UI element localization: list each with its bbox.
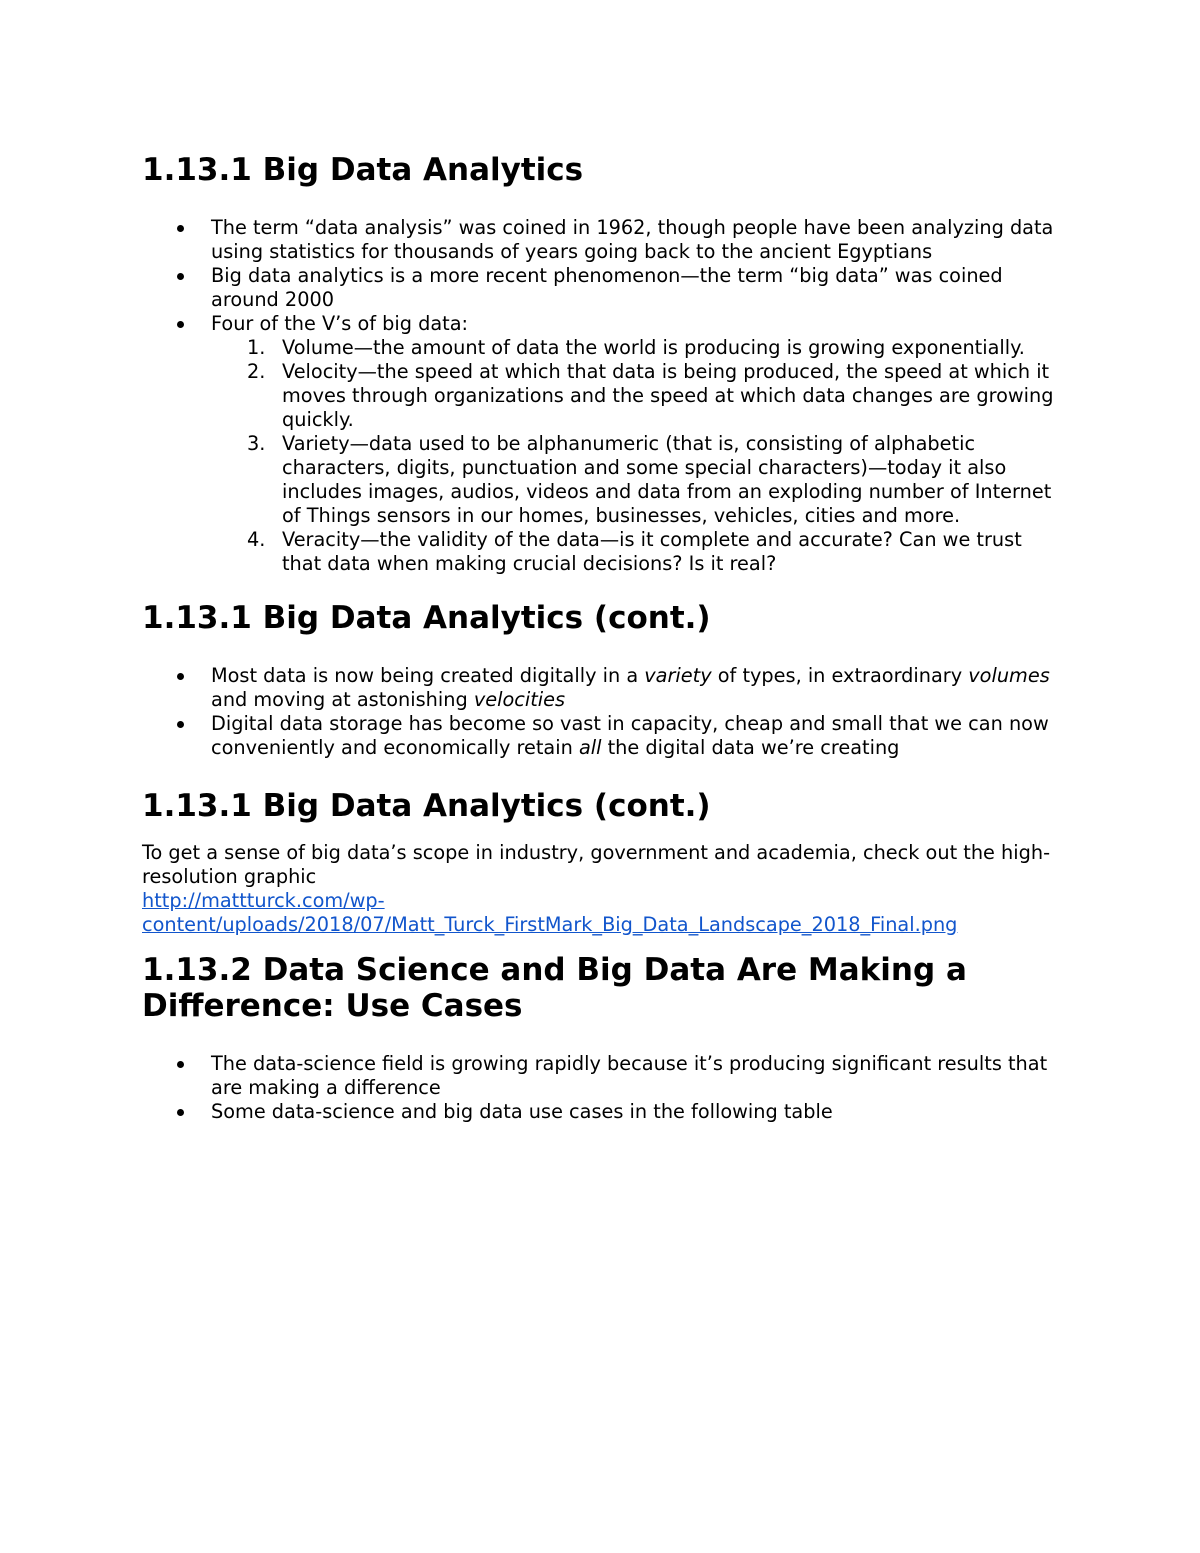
bullet-icon bbox=[177, 225, 184, 232]
emphasis-text: variety bbox=[644, 664, 712, 687]
list-item bbox=[142, 664, 1067, 712]
list-item-text: Volume—the amount of data the world is producing is growing exponentially. bbox=[282, 336, 1025, 359]
section-heading-big-data-analytics-cont: 1.13.1 Big Data Analytics (cont.) bbox=[142, 600, 711, 636]
bullet-icon bbox=[177, 1109, 184, 1116]
list-item bbox=[142, 712, 1067, 760]
bullet-icon bbox=[177, 721, 184, 728]
paragraph bbox=[142, 841, 1067, 937]
section-heading-big-data-analytics-cont-2: 1.13.1 Big Data Analytics (cont.) bbox=[142, 788, 711, 824]
link-text[interactable]: http://mattturck.com/wp- bbox=[142, 889, 385, 912]
section-heading-use-cases bbox=[142, 952, 1067, 1024]
list-number: 4. bbox=[247, 528, 266, 551]
paragraph-text: To get a sense of big data’s scope in industry, government and academia, check out the high-resolution graphic bbox=[142, 841, 1051, 888]
list-item bbox=[211, 432, 1067, 528]
heading-line: 1.13.2 Data Science and Big Data Are Making a bbox=[142, 952, 967, 988]
list-item-text: Veracity—the validity of the data—is it complete and accurate? Can we trust that data when making crucial decisions? Is it real? bbox=[282, 528, 1022, 575]
list-item bbox=[211, 528, 1067, 576]
list-item-text: of types, in extraordinary bbox=[711, 664, 969, 687]
link-text[interactable]: content/uploads/2018/07/Matt_Turck_FirstMark_Big_Data_Landscape_2018_Final.png bbox=[142, 913, 958, 936]
list-number: 3. bbox=[247, 432, 266, 455]
numbered-list bbox=[211, 336, 1067, 576]
document-page bbox=[142, 152, 1067, 1124]
emphasis-text: velocities bbox=[473, 688, 566, 711]
bullet-list bbox=[142, 1052, 1067, 1124]
list-item bbox=[211, 360, 1067, 432]
bullet-icon bbox=[177, 1061, 184, 1068]
list-item-text: Some data-science and big data use cases in the following table bbox=[211, 1100, 833, 1123]
bullet-icon bbox=[177, 273, 184, 280]
list-item-text: Big data analytics is a more recent phenomenon—the term “big data” was coined around 2000 bbox=[211, 264, 1003, 311]
list-item bbox=[142, 1052, 1067, 1100]
bullet-icon bbox=[177, 321, 184, 328]
heading-line: Difference: Use Cases bbox=[142, 988, 523, 1024]
list-item-text: the digital data we’re creating bbox=[601, 736, 900, 759]
emphasis-text: all bbox=[578, 736, 602, 759]
list-item-text: and moving at astonishing bbox=[211, 688, 474, 711]
big-data-landscape-link[interactable] bbox=[142, 889, 1067, 937]
bullet-list bbox=[142, 216, 1067, 576]
list-item bbox=[142, 264, 1067, 312]
list-item-text: Variety—data used to be alphanumeric (that is, consisting of alphabetic characters, digits, punctuation and some special characters)—today it also includes images, audios, videos and data from an exploding number of Internet of Things sensors in our homes, businesses, vehicles, cities and more. bbox=[282, 432, 1052, 527]
list-item-text: The data-science field is growing rapidly because it’s producing significant results that are making a difference bbox=[211, 1052, 1048, 1099]
emphasis-text: volumes bbox=[968, 664, 1050, 687]
list-item-text: Four of the V’s of big data: bbox=[211, 312, 469, 335]
bullet-list bbox=[142, 664, 1067, 760]
list-item bbox=[211, 336, 1067, 360]
list-item bbox=[142, 1100, 1067, 1124]
list-item bbox=[142, 216, 1067, 264]
list-item-text: Most data is now being created digitally in a bbox=[211, 664, 645, 687]
list-number: 2. bbox=[247, 360, 266, 383]
list-number: 1. bbox=[247, 336, 266, 359]
list-item-text: Velocity—the speed at which that data is being produced, the speed at which it moves through organizations and the speed at which data changes are growing quickly. bbox=[282, 360, 1054, 431]
list-item-text: The term “data analysis” was coined in 1962, though people have been analyzing data using statistics for thousands of years going back to the ancient Egyptians bbox=[211, 216, 1054, 263]
list-item-text: Digital data storage has become so vast in capacity, cheap and small that we can now conveniently and economically retain bbox=[211, 712, 1049, 759]
section-heading-big-data-analytics: 1.13.1 Big Data Analytics bbox=[142, 152, 584, 188]
list-item bbox=[142, 312, 1067, 576]
bullet-icon bbox=[177, 673, 184, 680]
